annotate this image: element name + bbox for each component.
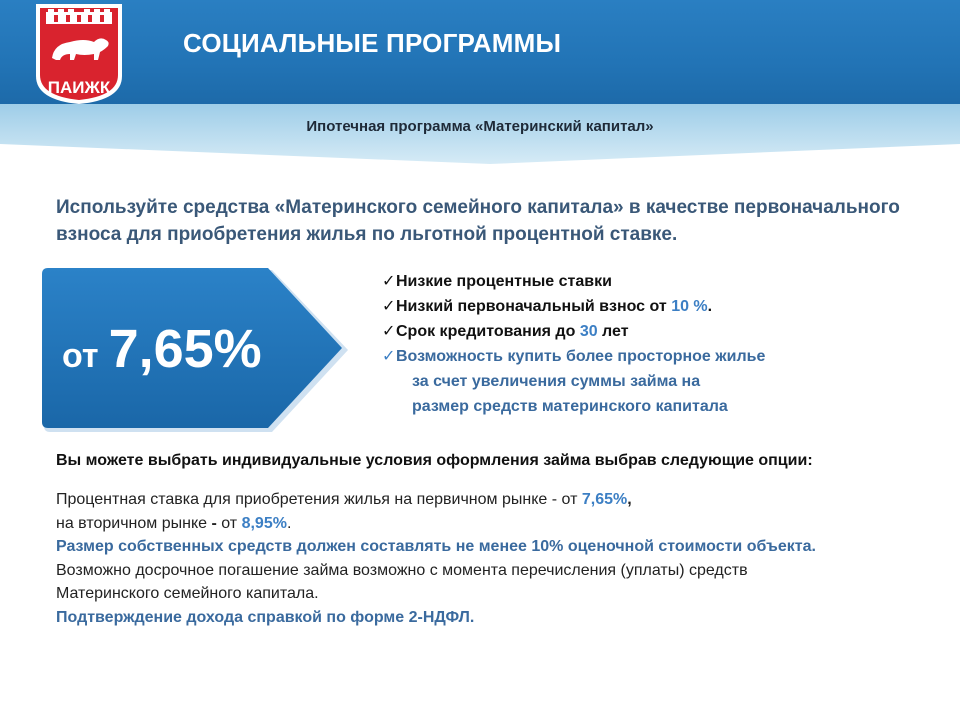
primary-rate-suffix: , <box>627 491 632 508</box>
primary-rate-value: 7,65% <box>581 491 628 508</box>
secondary-rate-from: от <box>216 514 242 532</box>
list-item <box>382 294 942 319</box>
check-icon: ✓ <box>382 298 396 315</box>
check-icon: ✓ <box>382 273 396 290</box>
early-repayment-line-2: Материнского семейного капитала. <box>56 585 319 602</box>
details-block <box>56 488 956 629</box>
feature-list <box>382 269 942 419</box>
secondary-rate-dash: - <box>211 514 217 532</box>
header-bar <box>0 0 960 104</box>
feature-text: Срок кредитования до <box>396 323 580 340</box>
page-title: СОЦИАЛЬНЫЕ ПРОГРАММЫ <box>183 28 562 58</box>
feature-highlight: 10 % <box>671 298 708 315</box>
list-item <box>382 319 942 344</box>
feature-suffix: лет <box>597 323 629 340</box>
check-icon: ✓ <box>382 348 396 365</box>
logo-text: ПАИЖК <box>47 78 111 97</box>
feature-highlight: 30 <box>579 323 598 340</box>
feature-text-continued: за счет увеличения суммы займа на <box>412 373 701 390</box>
feature-text: Низкие процентные ставки <box>396 273 612 290</box>
logo <box>34 2 124 106</box>
rate-value <box>62 318 262 380</box>
intro-text: Используйте средства «Материнского семейного капитала» в качестве первоначального взноса для приобретения жилья по льготной процентной ставке. <box>56 197 900 245</box>
list-item <box>382 344 942 419</box>
secondary-rate-text: на вторичном рынке <box>56 514 212 532</box>
secondary-rate-line <box>56 512 956 536</box>
check-icon: ✓ <box>382 323 396 340</box>
secondary-rate-suffix: . <box>286 514 292 532</box>
secondary-rate-value: 8,95% <box>241 514 287 532</box>
options-title: Вы можете выбрать индивидуальные условия оформления займа выбрав следующие опции: <box>56 452 813 469</box>
own-funds-line: Размер собственных средств должен составлять не менее 10% оценочной стоимости объекта. <box>56 538 816 555</box>
program-subtitle: Ипотечная программа «Материнский капитал» <box>306 118 654 135</box>
feature-text-continued: размер средств материнского капитала <box>412 398 728 415</box>
rate-prefix: от <box>62 337 99 375</box>
primary-rate-text: Процентная ставка для приобретения жилья на первичном рынке - от <box>56 491 582 508</box>
feature-text: Низкий первоначальный взнос от <box>396 298 672 315</box>
income-proof-line: Подтверждение дохода справкой по форме 2-НДФЛ. <box>56 608 475 626</box>
feature-text: Возможность купить более просторное жилье <box>396 348 766 365</box>
early-repayment-line: Возможно досрочное погашение займа возможно с момента перечисления (уплаты) средств <box>56 561 748 579</box>
primary-rate-line <box>56 488 956 512</box>
rate-number: 7,65% <box>108 319 262 379</box>
list-item <box>382 269 942 294</box>
feature-suffix: . <box>707 298 713 315</box>
